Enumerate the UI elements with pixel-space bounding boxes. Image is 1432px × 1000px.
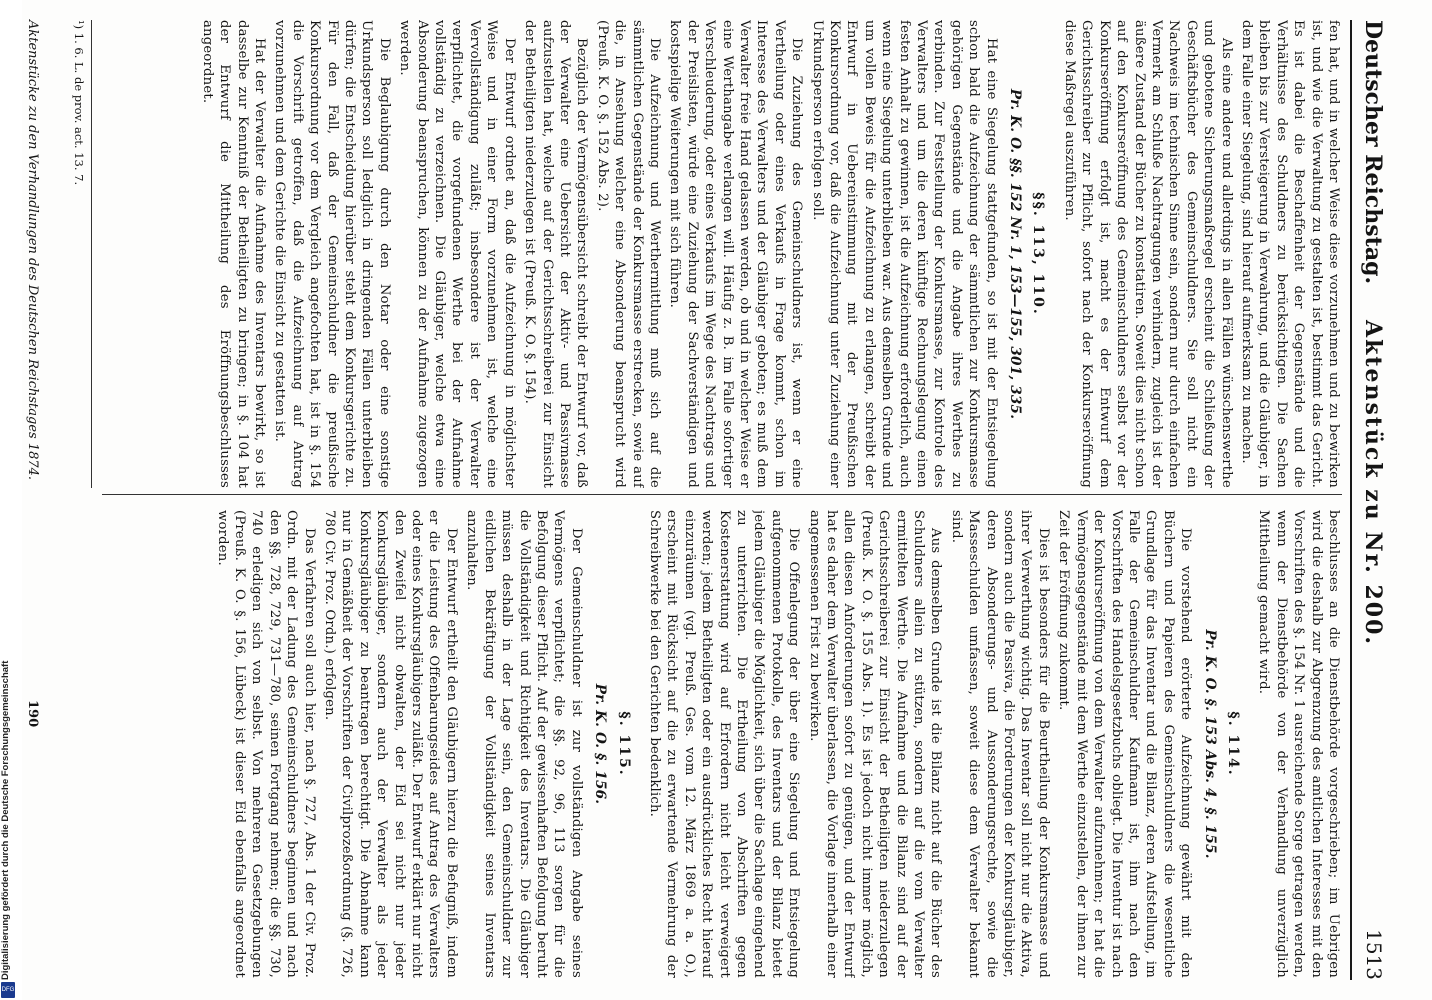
section-title: §§. 113, 110.	[1030, 192, 1047, 316]
paragraph: Die Aufzeichnung und Werthermittlung muß sich auf die sämmtlichen Gegenstände der Konkursmasse erstrecken, sowie auf die, in Ansehung welcher eine Absonderung beansprucht wird (Preuß. K. O. §. 152 Abs. 2).	[594, 20, 662, 488]
paragraph: Hat eine Siegelung stattgefunden, so ist mit der Entsiegelung schon bald die Aufzeichnung der sämmtlichen zur Konkursmasse gehörigen Gegenstände und die Angabe ihres Werthes zu verbinden. Zur Feststellung der Konkursmasse, zur Kontrole des Verwalters und um die deren künftige Rechnungslegung einen festen Anhalt zu gewinnen, ist die Aufzeichnung erforderlich, auch wenn eine Siegelung unterblieben war. Aus demselben Grunde und um vollen Beweis für die Aufzeichnung zu erlangen, schreibt der Entwurf in Uebereinstimmung mit der Preußischen Konkursordnung vor, daß die Aufzeichnung unter Zuziehung einer Urkundsperson erfolgen soll.	[809, 20, 999, 488]
paragraph: beschlusses an die Dienstbehörde vorgeschrieben; im Uebrigen wird die deshalb zur Abgrenzung des amtlichen Interesses mit den Vorschriften des §. 154 Nr. 1 ausreichende Sorge getragen werden, wenn der Dienstbehörde von der Verhandlung unverzüglich Mittheilung gemacht wird.	[1256, 510, 1341, 978]
section-reference: Pr. K. O. §. 156.	[592, 683, 609, 805]
paragraph: Hat der Verwalter die Aufnahme des Inventars bewirkt, so ist dasselbe zur Kenntniß der Betheiligten zu bringen; in §. 104 hat der Entwurf die Mittheilung des Eröffnungsbeschlusses angeordnet.	[199, 20, 268, 488]
left-column	[92, 20, 1342, 488]
paragraph: Die Zuziehung des Gemeinschuldners ist, wenn er eine Vertheilung oder eines Verkaufs in Frage kommt, schon im Interesse des Verwalters und der Gläubiger geboten; es muß dem Verwalter freie Hand gelassen werden, ob und in welcher Weise er eine Werthangabe verlangen will. Häufig z. B. im Falle sofortiger Verschleuderung, oder eines Verkaufs im Wege des Nachtrags und der Preislisten, würde eine Zuziehung der Sachverständigen und kostspielige Weiterungen mit sich führen.	[667, 20, 805, 488]
footer-caption: Aktenstücke zu den Verhandlungen des Deutschen Reichstages 1874.	[25, 20, 40, 481]
footnotes	[71, 20, 92, 488]
footnote: ¹) 1. 6. L. de prov. act. 13. 7.	[72, 20, 86, 186]
right-column	[92, 510, 1342, 978]
paragraph: Der Entwurf ordnet an, daß die Aufzeichnung in möglichster Weise und in einer Form vorzunehmen ist, welche eine Vervollständigung zuläßt; insbesondere ist der Verwalter verpflichtet, die vorgefundenen Werthe bei der Aufnahme vollständig zu verzeichnen. Die Gläubiger, welche etwa eine Absonderung beanspruchen, können zu der Aufnahme zugezogen werden.	[397, 20, 517, 488]
footer-page-number: 190	[25, 700, 40, 728]
header-left: Deutscher Reichstag.	[1360, 20, 1386, 285]
paragraph: Bezüglich der Vermögensübersicht schreibt der Entwurf vor, daß der Verwalter eine Uebersicht der Aktiv- und Passivmasse aufzustellen hat, welche auf der Gerichtsschreiberei zur Einsicht der Betheiligten niederzulegen ist (Preuß. K. O. §. 154).	[522, 20, 590, 488]
digitization-notice: Digitalisierung gefördert durch die Deutsche Forschungsgemeinschaft	[0, 660, 11, 980]
paragraph: Die vorstehend erörterte Aufzeichnung gewährt mit den Büchern und Papieren des Gemeinschuldners die wesentliche Grundlage für das Inventar und die Bilanz, deren Aufstellung, im Falle der Gemeinschuldner Kaufmann ist, ihm nach den Vorschriften des Handelsgesetzbuchs obliegt. Die Inventur ist nach der Konkurseröffnung von dem Verwalter aufzunehmen; er hat die Vermögensgegenstände mit dem Werthe einzustellen, der ihnen zur Zeit der Eröffnung zukommt.	[1056, 510, 1194, 978]
header-center: Aktenstück zu Nr. 200.	[1360, 320, 1386, 647]
paragraph: fen hat, und in welcher Weise diese vorzunehmen und zu bewirken ist, und wie die Verwaltung zu gestalten ist, bestimmt das Gericht. Es ist dabei die Beschaffenheit der Gegenstände und die Verhältnisse des Schuldners zu berücksichtigen. Die Sachen bleiben bis zur Versteigerung in Verwahrung, und die Gläubiger, in dem Falle einer Siegelung, sind hierauf aufmerksam zu machen.	[1238, 20, 1341, 488]
paragraph: Der Entwurf ertheilt den Gläubigern hierzu die Befugniß, indem er die Leistung des Offenbarungseides auf Antrag des Verwalters oder eines Konkursgläubigers zuläßt. Der Entwurf erklärt nur nicht den Zweifel nicht obwalten, der Eid sei nicht nur jeder Konkursgläubiger, sondern auch der Verwalter als jeder Konkursgläubiger zu beantragen berechtigt. Die Abnahme kann nur in Gemäßheit der Vorschriften der Civilprozeßordnung (§. 726, 780 Civ. Proz. Ordn.) erfolgen.	[322, 510, 459, 978]
paragraph: Aus demselben Grunde ist die Bilanz nicht auf die Bücher des Schuldners allein zu stützen, sondern auf die vom Verwalter ermittelten Werthe. Die Aufnahme und die Bilanz sind auf der Gerichtsschreiberei zur Einsicht der Betheiligten niederzulegen (Preuß. K. O. §. 155 Abs. 1). Es ist jedoch nicht immer möglich, allen diesen Anforderungen sofort zu genügen, und der Entwurf hat es daher dem Verwalter überlassen, die Vorlage innerhalb einer angemessenen Frist zu bewirken.	[806, 510, 944, 978]
page-header	[1350, 20, 1392, 980]
header-page-number: 1513	[1362, 929, 1386, 980]
section-reference: Pr. K. O. §. 153 Abs. 4, §. 155.	[1201, 629, 1218, 859]
paragraph: Der Gemeinschuldner ist zur vollständigen Angabe seines Vermögens verpflichtet; die §§. 92, 96, 113 sorgen für die Befolgung dieser Pflicht. Auf der gewissenhaften Befolgung beruht die Vollständigkeit und Richtigkeit des Inventars. Die Gläubiger müssen deshalb in der Lage sein, den Gemeinschuldner zur eidlichen Bekräftigung der Vollständigkeit seines Inventars anzuhalten.	[464, 510, 584, 978]
column-divider	[102, 494, 1342, 495]
section-title: §. 114.	[1224, 711, 1241, 777]
section-title: §. 115.	[615, 711, 632, 777]
paragraph: Die Offenlegung der über eine Siegelung und Entsiegelung aufgenommenen Protokolle, des Inventars und der Bilanz bietet jedem Gläubiger die Möglichkeit, sich über die Sachlage eingehend zu unterrichten. Die Ertheilung von Abschriften gegen Kostenerstattung wird auf Erfordern nicht leicht verweigert werden; jedem Betheiligten oder ein ausdrückliches Recht hierauf einzuräumen (vgl. Preuß. Ges. vom 12. März 1869 a. a. O.), erscheint mit Rücksicht auf die zu erwartende Vermehrung der Schreibwerke bei den Gerichten bedenklich.	[646, 510, 802, 978]
paragraph: Als eine andere und allerdings in allen Fällen wünschenswerthe und gebotene Sicherungsmaßregel erscheint die Schließung der Geschäftsbücher des Gemeinschuldners. Sie soll nicht ein Nachweis im technischen Sinne sein, sondern nur durch einfachen Vermerk am Schluße Nachtragungen verhindern, zugleich ist der äußere Zustand der Bücher zu konstatiren. Soweit dies nicht schon auf den Konkurseröffnung des Gemeinschuldners selbst vor der Konkurseröffnung erfolgt ist, macht es der Entwurf dem Gerichtsschreiber zur Pflicht, sofort nach der Konkurseröffnung diese Maßregel auszuführen.	[1061, 20, 1234, 488]
paragraph: Dies ist besonders für die Beurtheilung der Konkursmasse und ihrer Verwerthung wichtig. Das Inventar soll nicht nur die Aktiva, sondern auch die Passiva, die Forderungen der Konkursgläubiger, deren Absonderungs- und Aussonderungsrechte, sowie die Masseschulden umfassen, soweit diese dem Verwalter bekannt sind.	[948, 510, 1051, 978]
paragraph: Die Beglaubigung durch den Notar oder eine sonstige Urkundsperson soll lediglich in dringenden Fällen unterbleiben dürfen; die Entscheidung hierüber steht dem Konkursgerichte zu. Für den Fall, daß der Gemeinschuldner die preußische Konkursordnung vor dem Vergleich angefochten hat, ist in §. 154 die Vorschrift getroffen, daß die Aufzeichnung auf Antrag vorzunehmen und dem Gerichte die Einsicht zu gestatten ist.	[272, 20, 392, 488]
dfg-logo-icon: DFG	[1, 982, 15, 998]
section-reference: Pr. K. O. §§. 152 Nr. 1, 153—155, 301, 335.	[1007, 88, 1024, 420]
paragraph: Das Verfahren soll auch hier, nach §. 727, Abs. 1 der Civ. Proz. Ordn. mit der Ladung des Gemeinschuldners beginnen und nach den §§. 728, 729, 731—780, seinen Fortgang nehmen; die §§. 730, 740 erledigen sich von selbst. Von mehreren Gesetzgebungen (Preuß. K. O. §. 156, Lübeck) ist dieser Eid ebenfalls angeordnet worden.	[214, 510, 317, 978]
